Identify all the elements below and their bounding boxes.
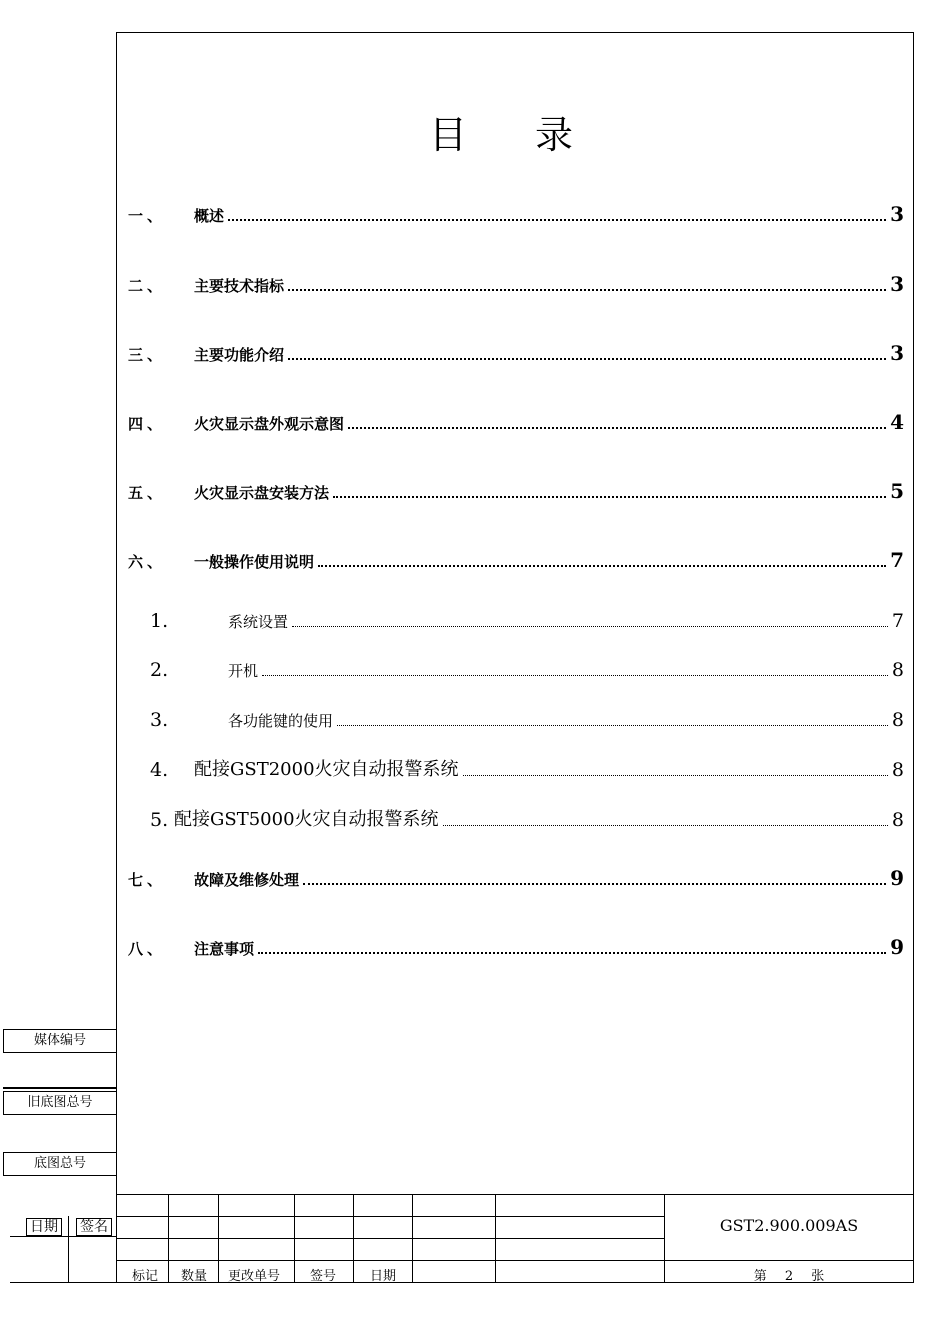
toc-entry-6-3[interactable] [150,705,904,731]
toc-number: 二、 [128,277,167,295]
toc-page: 8 [891,659,904,681]
date-label: 日期 [370,1269,397,1284]
quantity-label: 数量 [181,1269,208,1284]
toc-number: 2. [150,659,169,681]
toc-leader [303,883,886,885]
toc-entry-6-4[interactable] [150,755,904,781]
toc-entry-6-1[interactable] [150,606,904,632]
toc-page: 3 [890,272,904,296]
toc-leader [288,289,886,291]
toc-leader [348,427,886,429]
toc-page: 3 [890,202,904,226]
toc-leader [292,626,888,627]
toc-page: 8 [891,709,904,731]
toc-number: 三、 [128,346,167,364]
toc-text: 主要技术指标 [194,277,285,295]
toc-text: 注意事项 [194,940,255,958]
toc-leader [463,775,888,776]
toc-entry-1[interactable] [128,200,904,226]
document-code: GST2.900.009AS [719,1216,859,1235]
divider [294,1194,295,1283]
divider [412,1194,413,1283]
title-block-top-line [116,1194,914,1195]
toc-text: 开机 [228,662,259,680]
toc-leader [333,496,886,498]
toc-entry-6[interactable] [128,546,904,572]
toc-entry-8[interactable] [128,933,904,959]
toc-entry-6-5[interactable] [150,805,904,831]
toc-entry-5[interactable] [128,477,904,503]
toc-number: 六、 [128,553,167,571]
toc-leader [443,825,888,826]
sheet-number: 第 2 张 [753,1269,825,1284]
divider [495,1194,496,1283]
toc-page: 8 [891,759,904,781]
toc-number: 五、 [128,484,167,502]
toc-number: 1. [150,610,169,632]
toc-entry-2[interactable] [128,270,904,296]
toc-page: 8 [891,809,904,831]
change-number-label: 更改单号 [228,1269,281,1284]
toc-text: 配接GST5000火灾自动报警系统 [174,809,439,830]
toc-entry-3[interactable] [128,339,904,365]
toc-number: 七、 [128,871,167,889]
toc-number: 3. [150,709,169,731]
divider [218,1194,219,1283]
divider [3,1087,117,1089]
signature-label: 签名 [76,1218,112,1236]
divider [68,1216,69,1283]
divider [116,1216,664,1217]
divider [10,1282,117,1283]
toc-page: 3 [890,341,904,365]
toc-leader [262,675,888,676]
divider [116,1260,914,1261]
divider [168,1194,169,1283]
toc-entry-6-2[interactable] [150,655,904,681]
toc-page: 7 [890,548,904,572]
toc-entry-7[interactable] [128,864,904,890]
divider [353,1194,354,1283]
toc-text: 故障及维修处理 [194,871,300,889]
divider [10,1236,117,1237]
toc-leader [318,565,886,567]
divider [116,1238,664,1239]
toc-entry-4[interactable] [128,408,904,434]
date-label: 日期 [26,1218,62,1236]
toc-page: 7 [891,610,904,632]
toc-number: 4. [150,759,169,781]
toc-text: 一般操作使用说明 [194,553,315,571]
toc-leader [337,725,888,726]
mark-label: 标记 [132,1269,159,1284]
sign-number-label: 签号 [310,1269,337,1284]
toc-number: 八、 [128,940,167,958]
toc-text: 概述 [194,207,225,225]
toc-leader [228,219,886,221]
toc-text: 火灾显示盘外观示意图 [194,415,345,433]
toc-leader [288,358,886,360]
signature-area [0,1194,117,1283]
toc-page: 5 [890,479,904,503]
toc-page: 9 [890,935,904,959]
old-base-number-box: 旧底图总号 [3,1091,117,1115]
base-number-box: 底图总号 [3,1152,117,1176]
page-title: 目 录 [428,113,602,157]
toc-number: 四、 [128,415,167,433]
toc-text: 配接GST2000火灾自动报警系统 [194,759,459,780]
toc-number: 一、 [128,207,167,225]
toc-text: 系统设置 [228,613,289,631]
media-number-box: 媒体编号 [3,1029,117,1053]
toc-page: 4 [890,410,904,434]
toc-text: 各功能键的使用 [228,712,334,730]
toc-text: 主要功能介绍 [194,346,285,364]
toc-page: 9 [890,866,904,890]
toc-leader [258,952,886,954]
toc-number: 5. [150,809,169,831]
toc-text: 火灾显示盘安装方法 [194,484,330,502]
